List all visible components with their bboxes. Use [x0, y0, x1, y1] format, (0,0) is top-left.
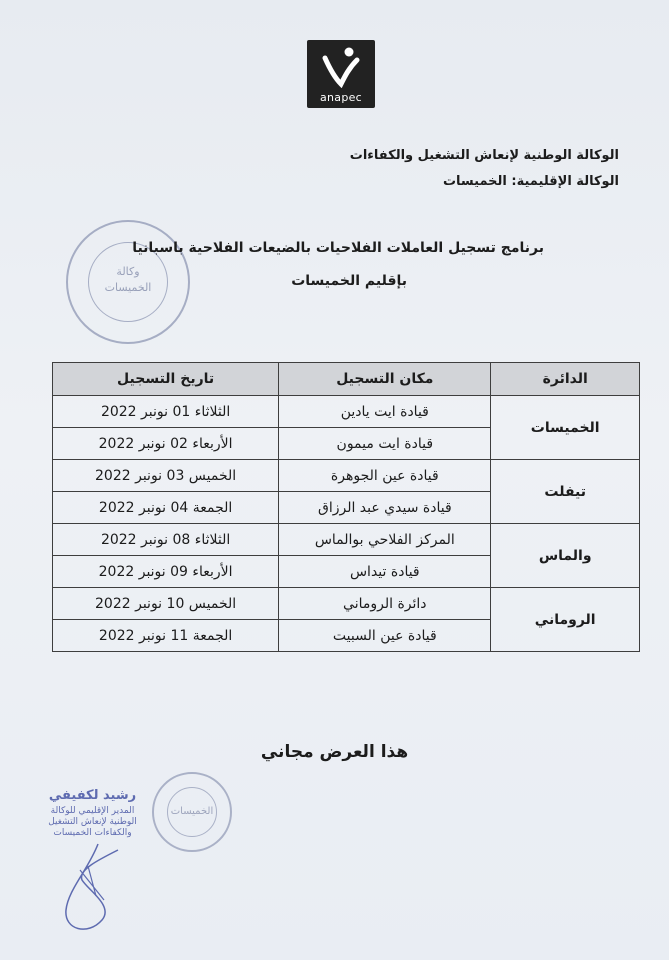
- program-title-line1: برنامج تسجيل العاملات الفلاحيات بالضيعات الفلاحية باسبانيا: [132, 240, 544, 256]
- place-cell: قيادة ايت ميمون: [279, 428, 491, 460]
- table-header-row: [53, 363, 640, 396]
- stamp2-text: الخميسات: [170, 806, 214, 817]
- district-cell: والماس: [491, 524, 640, 588]
- place-cell: قيادة ايت يادين: [279, 396, 491, 428]
- place-cell: دائرة الروماني: [279, 588, 491, 620]
- date-cell: الخميس 03 نونبر 2022: [53, 460, 279, 492]
- place-cell: المركز الفلاحي بوالماس: [279, 524, 491, 556]
- anapec-figure-icon: [319, 46, 363, 88]
- date-cell: الأربعاء 02 نونبر 2022: [53, 428, 279, 460]
- registration-schedule-table: [52, 362, 640, 652]
- director-signature-block: [40, 788, 145, 839]
- date-cell: الأربعاء 09 نونبر 2022: [53, 556, 279, 588]
- director-stamp: [152, 772, 232, 852]
- place-cell: قيادة عين السبيت: [279, 620, 491, 652]
- district-cell: تيفلت: [491, 460, 640, 524]
- agency-stamp: [66, 220, 190, 344]
- table-row: [53, 524, 640, 556]
- date-cell: الجمعة 04 نونبر 2022: [53, 492, 279, 524]
- date-cell: الجمعة 11 نونبر 2022: [53, 620, 279, 652]
- stamp-text-line1: وكالة: [116, 265, 140, 278]
- stamp-text-line2: الخميسات: [104, 281, 152, 294]
- anapec-logo: [307, 40, 375, 108]
- table-row: [53, 460, 640, 492]
- date-cell: الخميس 10 نونبر 2022: [53, 588, 279, 620]
- stamp-text: [68, 264, 188, 296]
- table-row: [53, 588, 640, 620]
- header-place: مكان التسجيل: [279, 363, 491, 396]
- signature-title: المدير الإقليمي للوكالة الوطنية لإنعاش التشغيل والكفاءات الخميسات: [48, 806, 137, 838]
- free-offer-note: هذا العرض مجاني: [260, 742, 409, 762]
- handwritten-signature-icon: [58, 840, 138, 940]
- header-date: تاريخ التسجيل: [53, 363, 279, 396]
- signature-name: رشيد لكفيفي: [48, 788, 137, 803]
- district-cell: الروماني: [491, 588, 640, 652]
- program-title-line2: بإقليم الخميسات: [291, 273, 407, 289]
- place-cell: قيادة تيداس: [279, 556, 491, 588]
- agency-national-name: الوكالة الوطنية لإنعاش التشغيل والكفاءات: [349, 148, 619, 163]
- table-row: [53, 396, 640, 428]
- header-district: الدائرة: [491, 363, 640, 396]
- district-cell: الخميسات: [491, 396, 640, 460]
- date-cell: الثلاثاء 01 نونبر 2022: [53, 396, 279, 428]
- place-cell: قيادة عين الجوهرة: [279, 460, 491, 492]
- place-cell: قيادة سيدي عبد الرزاق: [279, 492, 491, 524]
- logo-text: anapec: [319, 91, 363, 104]
- agency-regional-name: الوكالة الإقليمية: الخميسات: [442, 174, 619, 189]
- date-cell: الثلاثاء 08 نونبر 2022: [53, 524, 279, 556]
